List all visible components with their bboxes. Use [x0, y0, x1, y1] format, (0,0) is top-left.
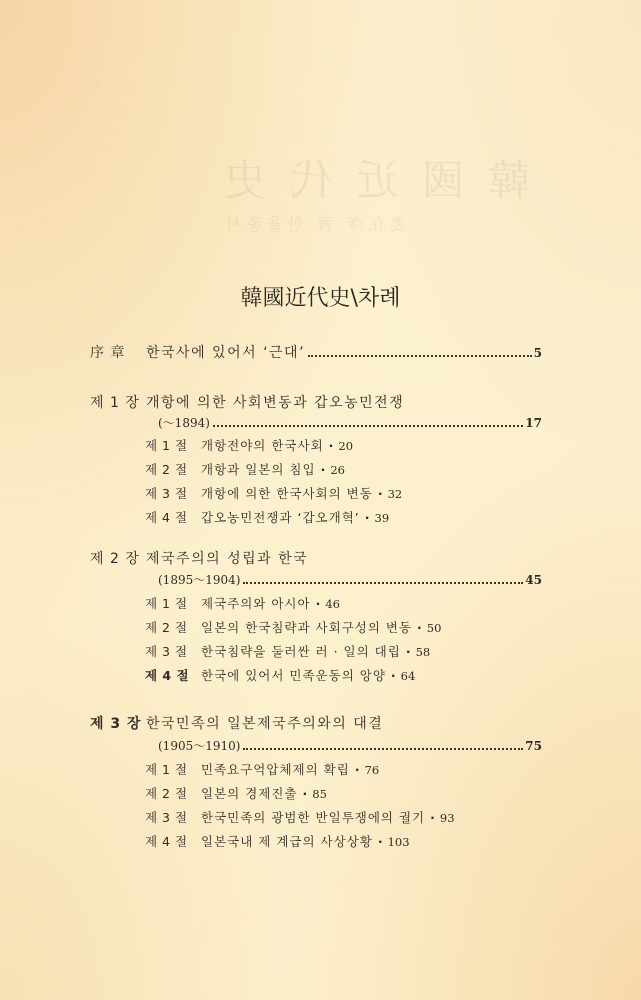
corner-mark: ◦ [93, 82, 99, 93]
toc-section[interactable] [145, 784, 542, 802]
dot-leader [213, 425, 523, 427]
toc-section[interactable] [145, 594, 542, 612]
section-page-number: 32 [387, 487, 403, 501]
toc-section[interactable] [145, 508, 542, 526]
toc-chapter-3-period[interactable] [158, 737, 542, 754]
toc-chapter-2-period[interactable] [158, 571, 542, 588]
toc-section[interactable] [145, 484, 542, 502]
section-label: 제 2 절 [145, 462, 188, 477]
dot-leader [308, 355, 532, 357]
section-page-number: 26 [330, 463, 345, 477]
section-title: 한국에 있어서 민족운동의 앙양 [201, 668, 386, 683]
section-page-number: 76 [364, 763, 380, 777]
chapter-title: 제국주의의 성립과 한국 [146, 551, 309, 567]
section-title: 개항과 일본의 침입 [201, 462, 316, 477]
chapter-label: 제 1 장 [90, 395, 140, 411]
toc-section[interactable] [145, 618, 542, 636]
toc-section[interactable] [145, 832, 542, 850]
section-page-number: 103 [387, 835, 410, 849]
dot-leader [243, 748, 523, 750]
chapter-label: 제 3 장 [90, 716, 142, 732]
separator-dot: · [377, 834, 383, 849]
toc-section[interactable] [145, 642, 542, 660]
intro-label: 序 章 [90, 345, 126, 361]
section-title: 민족요구억압체제의 확립 [201, 762, 350, 777]
section-page-number: 58 [415, 645, 431, 659]
chapter-title: 개항에 의한 사회변동과 갑오농민전쟁 [146, 395, 405, 411]
separator-dot: · [390, 668, 396, 683]
chapter-period: (1895〜1904) [158, 573, 241, 587]
section-title: 일본의 한국침략과 사회구성의 변동 [201, 620, 413, 635]
bleed-through-title: 韓國近代史 [200, 156, 531, 205]
toc-entry-intro[interactable] [90, 342, 542, 362]
section-label: 제 3 절 [145, 644, 188, 659]
toc-section[interactable] [145, 760, 542, 778]
section-page-number: 39 [374, 511, 390, 525]
section-title: 일본의 경제진출 [201, 786, 298, 801]
section-page-number: 50 [426, 621, 442, 635]
chapter-period: (1905〜1910) [158, 739, 241, 753]
separator-dot: · [364, 510, 370, 525]
section-page-number: 93 [439, 811, 455, 825]
section-title: 한국침략을 둘러싼 러 · 일의 대립 [201, 644, 401, 659]
intro-page-number: 5 [533, 346, 542, 360]
intro-title: 한국사에 있어서 ‘근대’ [146, 345, 306, 361]
section-title: 개항전야의 한국사회 [201, 438, 324, 453]
chapter-page-number: 17 [525, 416, 542, 430]
section-label: 제 3 절 [145, 486, 188, 501]
separator-dot: · [302, 786, 308, 801]
section-label: 제 4 절 [145, 668, 190, 683]
toc-chapter-1[interactable] [90, 392, 542, 412]
section-page-number: 46 [325, 597, 340, 611]
chapter-label: 제 2 장 [90, 551, 140, 567]
section-label: 제 4 절 [145, 834, 188, 849]
section-title: 일본국내 제 계급의 사상상황 [201, 834, 373, 849]
chapter-title: 한국민족의 일본제국주의와의 대결 [146, 716, 384, 732]
chapter-page-number: 75 [525, 739, 542, 753]
separator-dot: · [405, 644, 411, 659]
toc-section[interactable] [145, 666, 542, 684]
section-title: 개항에 의한 한국사회의 변동 [201, 486, 373, 501]
toc-chapter-1-period[interactable] [158, 414, 542, 431]
section-label: 제 2 절 [145, 620, 188, 635]
section-label: 제 1 절 [145, 762, 188, 777]
section-label: 제 3 절 [145, 810, 188, 825]
toc-section[interactable] [145, 808, 542, 826]
chapter-period: (〜1894) [158, 416, 210, 430]
separator-dot: · [417, 620, 422, 635]
toc-chapter-3[interactable] [90, 713, 542, 733]
section-title: 갑오농민전쟁과 ‘갑오개혁’ [201, 510, 360, 525]
section-label: 제 1 절 [145, 596, 188, 611]
separator-dot: · [315, 596, 321, 611]
separator-dot: · [320, 462, 326, 477]
section-label: 제 1 절 [145, 438, 188, 453]
chapter-page-number: 45 [525, 573, 542, 587]
separator-dot: · [377, 486, 383, 501]
bleed-through-subtitle: 姜在彦 著 한울총서 [222, 215, 407, 235]
page-title: 韓國近代史\차례 [240, 285, 401, 311]
section-page-number: 64 [400, 669, 416, 683]
section-title: 제국주의와 아시아 [201, 596, 311, 611]
toc-chapter-2[interactable] [90, 548, 542, 568]
separator-dot: · [354, 762, 360, 777]
toc-section[interactable] [145, 436, 542, 454]
separator-dot: · [328, 438, 334, 453]
dot-leader [243, 582, 523, 584]
section-page-number: 20 [338, 439, 354, 453]
section-page-number: 85 [312, 787, 327, 801]
section-label: 제 2 절 [145, 786, 188, 801]
toc-section[interactable] [145, 460, 542, 478]
separator-dot: · [430, 810, 435, 825]
section-title: 한국민족의 광범한 반일투쟁에의 궐기 [201, 810, 426, 825]
section-label: 제 4 절 [145, 510, 188, 525]
